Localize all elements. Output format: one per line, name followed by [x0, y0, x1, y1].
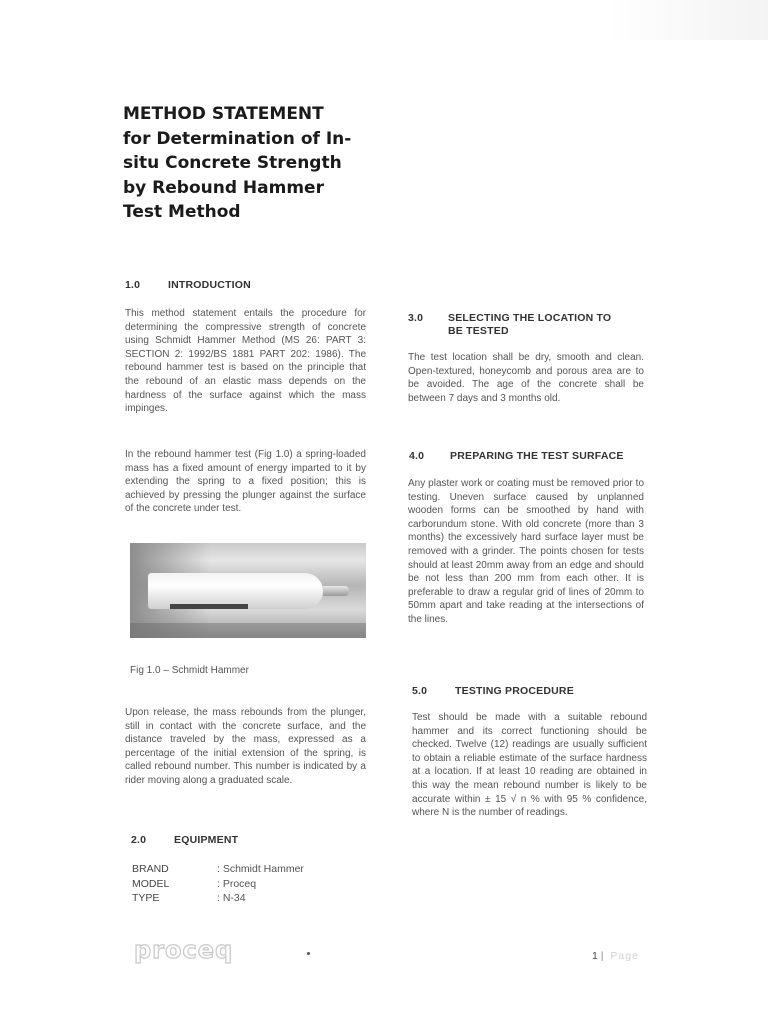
- equipment-value: : N-34: [217, 892, 246, 904]
- document-title: [123, 102, 373, 225]
- section-3-heading: [408, 312, 612, 337]
- title-line: Test Method: [123, 202, 241, 222]
- section-title-continued: BE TESTED: [448, 325, 509, 337]
- section-number: 1.0: [125, 279, 141, 291]
- location-paragraph: The test location shall be dry, smooth and clean. Open-textured, honeycomb and porous area are to be avoided. The age of the concrete shall be between 7 days and 3 months old.: [408, 352, 644, 404]
- section-title: INTRODUCTION: [168, 279, 251, 291]
- section-number: 4.0: [409, 450, 425, 462]
- title-line: for Determination of In-: [123, 128, 352, 149]
- section-number: 2.0: [131, 834, 147, 846]
- page-separator: |: [600, 950, 604, 962]
- equipment-key: BRAND: [132, 863, 169, 875]
- title-line: by Rebound Hammer: [123, 177, 324, 198]
- schmidt-hammer-image: [130, 543, 366, 638]
- intro-paragraph-3: Upon release, the mass rebounds from the plunger, still in contact with the concrete surface, and the distance traveled by the mass, expressed as a percentage of the initial extension of the spring, is called rebound number. This number is indicated by a rider moving along a graduated scale.: [125, 707, 366, 786]
- figure-caption: Fig 1.0 – Schmidt Hammer: [130, 665, 249, 676]
- section-1-heading: [125, 279, 251, 291]
- section-title: TESTING PROCEDURE: [455, 685, 574, 697]
- proceq-logo: [132, 935, 262, 965]
- section-4-heading: [409, 450, 624, 462]
- intro-paragraph-2: In the rebound hammer test (Fig 1.0) a spring-loaded mass has a fixed amount of energy imparted to it by extending the spring to a fixed position; this is achieved by pressing the plunger against the surface of the concrete under test.: [125, 449, 366, 515]
- intro-paragraph-1: This method statement entails the procedure for determining the compressive strength of concrete using Schmidt Hammer Method (MS 26: PART 3: SECTION 2: 1992/BS 1881 PART 202: 1986). The rebound hammer test is based on the principle that the rebound of an elastic mass depends on the hardness of the surface against which the mass impinges.: [125, 308, 366, 415]
- equipment-key: TYPE: [132, 892, 160, 904]
- section-title: SELECTING THE LOCATION TO: [448, 312, 612, 324]
- procedure-paragraph: Test should be made with a suitable rebound hammer and its correct functioning should be checked. Twelve (12) readings are usually sufficient to obtain a reliable estimate of the surface hardness at a location. If at least 10 reading are obtained in this way the mean rebound number is likely to be accurate within ± 15 √ n % with 95 % confidence, where N is the number of readings.: [412, 712, 647, 819]
- title-line: METHOD STATEMENT: [123, 104, 324, 124]
- page-label: Page: [610, 950, 639, 962]
- section-2-heading: [131, 834, 239, 846]
- section-title: PREPARING THE TEST SURFACE: [450, 450, 624, 462]
- section-title: EQUIPMENT: [174, 834, 239, 846]
- section-number: 3.0: [408, 312, 424, 324]
- section-number: 5.0: [412, 685, 428, 697]
- section-5-heading: [412, 685, 574, 697]
- equipment-value: : Schmidt Hammer: [217, 863, 304, 875]
- scan-shading: [608, 0, 768, 40]
- scan-speck: [307, 952, 310, 955]
- page-number-value: 1: [592, 950, 598, 962]
- equipment-key: MODEL: [132, 877, 170, 890]
- logo-text: proceq: [134, 936, 234, 964]
- equipment-value: : Proceq: [217, 877, 257, 890]
- surface-paragraph: Any plaster work or coating must be removed prior to testing. Uneven surface caused by unplanned wooden forms can be smoothed by hand with carborundum stone. With old concrete (more than 3 months) the excessively hard surface layer must be removed with a grinder. The points chosen for tests should at least 20mm away from an edge and should be not less than 200 mm from each other. It is preferable to draw a regular grid of lines of 20mm to 50mm apart and take reading at the intersections of the lines.: [408, 478, 644, 625]
- title-line: situ Concrete Strength: [123, 153, 342, 173]
- page-number: [592, 950, 639, 962]
